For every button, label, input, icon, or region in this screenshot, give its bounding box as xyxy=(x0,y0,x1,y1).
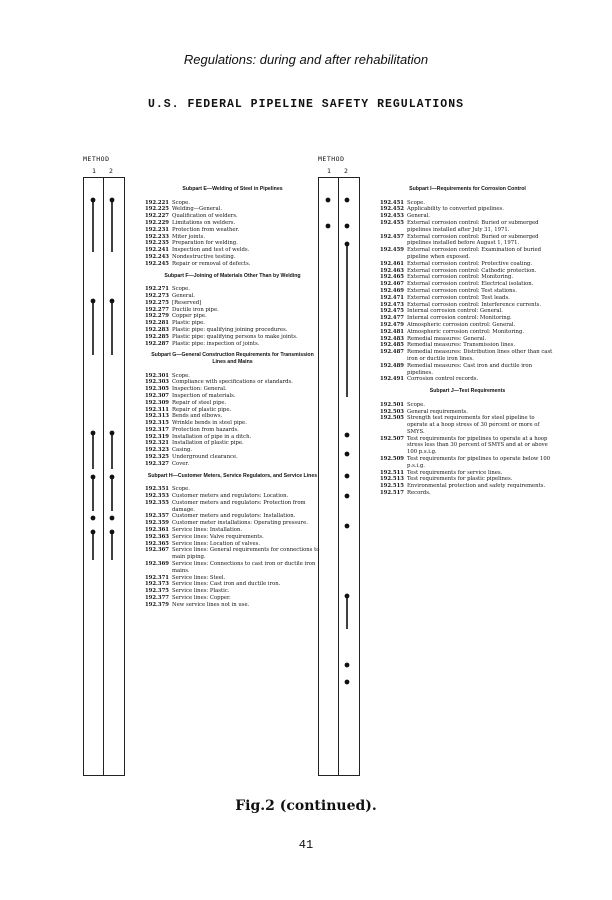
regulation-entry xyxy=(145,320,320,327)
regulation-entry xyxy=(145,595,320,602)
regulation-entry xyxy=(145,407,320,414)
section-number: 192.315 xyxy=(145,420,169,427)
section-title: Inspection and test of welds. xyxy=(172,247,250,254)
regulation-entry xyxy=(145,513,320,520)
section-number: 192.277 xyxy=(145,306,169,313)
regulation-entry xyxy=(380,329,555,336)
section-number: 192.467 xyxy=(380,281,404,288)
regulation-entry xyxy=(145,379,320,386)
section-number: 192.485 xyxy=(380,342,404,349)
regulation-entry xyxy=(380,436,555,456)
regulation-entry xyxy=(145,561,320,575)
marker-dot xyxy=(110,530,115,535)
section-number: 192.283 xyxy=(145,326,169,333)
marker-dot xyxy=(345,494,350,499)
regulation-entry xyxy=(145,286,320,293)
regulation-entry xyxy=(380,342,555,349)
regulation-entry xyxy=(145,213,320,220)
marker-dot xyxy=(91,530,96,535)
section-number: 192.317 xyxy=(145,426,169,433)
document-title: U.S. FEDERAL PIPELINE SAFETY REGULATIONS xyxy=(147,98,465,111)
section-number: 192.481 xyxy=(380,328,404,335)
section-title: Qualification of welders. xyxy=(172,213,238,220)
section-title: Atmospheric corrosion control: Monitoring. xyxy=(407,328,525,335)
section-title: Ductile iron pipe. xyxy=(172,306,219,313)
marker-dot xyxy=(91,299,96,304)
section-number: 192.243 xyxy=(145,253,169,260)
section-title: Records. xyxy=(407,490,431,497)
regulation-entry xyxy=(145,400,320,407)
section-number: 192.231 xyxy=(145,226,169,233)
regulation-entry xyxy=(380,456,555,470)
regulation-entry xyxy=(145,300,320,307)
section-title: Test requirements for pipelines to operate at a hoop stress less than 30 percent of SMYS and at or above 100 p.s.i.g. xyxy=(407,435,548,456)
method-label: METHOD xyxy=(318,155,345,163)
section-number: 192.455 xyxy=(380,219,404,226)
regulation-entry xyxy=(145,307,320,314)
section-number: 192.287 xyxy=(145,340,169,347)
section-title: Test requirements for plastic pipelines. xyxy=(407,476,513,483)
section-number: 192.309 xyxy=(145,399,169,406)
regulation-entry xyxy=(145,454,320,461)
regulation-entry xyxy=(380,476,555,483)
regulation-entry xyxy=(145,386,320,393)
section-title: External corrosion control: Test leads. xyxy=(407,294,510,301)
regulation-entry xyxy=(145,602,320,609)
section-number: 192.511 xyxy=(380,469,404,476)
section-title: External corrosion control: Cathodic protection. xyxy=(407,267,537,274)
regulation-entry xyxy=(380,213,555,220)
section-title: Customer meters and regulators: Protection from damage. xyxy=(172,499,306,513)
regulation-entry xyxy=(380,349,555,363)
section-title: Atmospheric corrosion control: General. xyxy=(407,321,516,328)
section-title: External corrosion control: Monitoring. xyxy=(407,274,514,281)
section-number: 192.371 xyxy=(145,574,169,581)
section-title: Test requirements for service lines. xyxy=(407,469,503,476)
section-number: 192.355 xyxy=(145,499,169,506)
section-number: 192.275 xyxy=(145,299,169,306)
section-title: Protection from hazards. xyxy=(172,426,239,433)
marker-dot xyxy=(345,452,350,457)
left-column xyxy=(83,155,353,608)
section-number: 192.491 xyxy=(380,376,404,383)
regulation-entry xyxy=(145,334,320,341)
section-title: Casing. xyxy=(172,447,193,454)
marker-dot xyxy=(345,198,350,203)
marker-dot xyxy=(345,594,350,599)
method-column-2: 2 xyxy=(109,167,113,175)
section-title: Corrosion control records. xyxy=(407,376,479,383)
page-header: Regulations: during and after rehabilitation xyxy=(183,52,429,67)
method-markers xyxy=(83,177,128,797)
section-title: Repair of plastic pipe. xyxy=(172,406,232,413)
regulation-entry xyxy=(380,315,555,322)
section-number: 192.361 xyxy=(145,527,169,534)
section-title: Protection from weather. xyxy=(172,226,240,233)
section-number: 192.323 xyxy=(145,447,169,454)
section-title: Plastic pipe: qualifying persons to make joints. xyxy=(172,333,298,340)
section-number: 192.305 xyxy=(145,386,169,393)
section-number: 192.307 xyxy=(145,392,169,399)
regulation-entry xyxy=(380,308,555,315)
regulation-entry xyxy=(145,393,320,400)
section-number: 192.369 xyxy=(145,561,169,568)
section-title: Service lines: Installation. xyxy=(172,527,243,534)
subpart-heading: Subpart I—Requirements for Corrosion Control xyxy=(409,186,526,192)
section-title: Scope. xyxy=(407,199,425,206)
regulation-entry xyxy=(380,302,555,309)
regulation-entry xyxy=(145,240,320,247)
section-title: Cover. xyxy=(172,460,190,467)
section-number: 192.475 xyxy=(380,308,404,315)
marker-dot xyxy=(110,516,115,521)
regulation-entry xyxy=(380,288,555,295)
section-number: 192.459 xyxy=(380,247,404,254)
section-number: 192.285 xyxy=(145,333,169,340)
regulation-entry xyxy=(145,373,320,380)
subpart-heading: Subpart J—Test Requirements xyxy=(429,388,506,395)
regulation-entry xyxy=(145,547,320,561)
section-number: 192.461 xyxy=(380,260,404,267)
section-title: Nondestructive testing. xyxy=(172,253,236,260)
marker-dot xyxy=(345,224,350,229)
regulation-entry xyxy=(380,268,555,275)
section-number: 192.273 xyxy=(145,292,169,299)
subpart-heading: Subpart F—Joining of Materials Other Than by Welding xyxy=(164,272,301,279)
section-number: 192.451 xyxy=(380,199,404,206)
section-title: Service lines: General requirements for connections to main piping. xyxy=(172,547,320,561)
method-column-1: 1 xyxy=(327,167,331,175)
section-title: General. xyxy=(407,213,430,220)
section-number: 192.303 xyxy=(145,379,169,386)
section-title: Inspection: General. xyxy=(172,386,227,393)
regulation-entry xyxy=(380,470,555,477)
section-title: Strength test requirements for steel pipeline to operate at a hoop stress of 30 percent or more of SMYS. xyxy=(407,415,540,435)
section-number: 192.457 xyxy=(380,233,404,240)
regulation-entry xyxy=(145,313,320,320)
section-number: 192.301 xyxy=(145,372,169,379)
regulation-entry xyxy=(145,247,320,254)
section-title: Remedial measures: Transmission lines. xyxy=(407,342,516,349)
section-number: 192.479 xyxy=(380,321,404,328)
section-number: 192.375 xyxy=(145,588,169,595)
section-title: Inspection of materials. xyxy=(172,392,236,399)
marker-dot xyxy=(345,242,350,247)
section-title: Scope. xyxy=(172,372,190,379)
section-number: 192.489 xyxy=(380,362,404,369)
marker-dot xyxy=(326,198,331,203)
section-number: 192.359 xyxy=(145,520,169,527)
regulation-entry xyxy=(380,295,555,302)
section-number: 192.229 xyxy=(145,219,169,226)
section-title: Environmental protection and safety requirements. xyxy=(407,483,546,490)
section-number: 192.365 xyxy=(145,540,169,547)
section-number: 192.281 xyxy=(145,320,169,327)
section-number: 192.507 xyxy=(380,435,404,442)
section-title: External corrosion control: Protective coating. xyxy=(407,260,533,267)
regulation-entry xyxy=(145,434,320,441)
section-number: 192.505 xyxy=(380,415,404,422)
marker-dot xyxy=(91,516,96,521)
section-number: 192.513 xyxy=(380,476,404,483)
section-number: 192.311 xyxy=(145,406,169,413)
section-number: 192.483 xyxy=(380,335,404,342)
section-title: Service lines: Location of valves. xyxy=(172,540,261,547)
section-title: Remedial measures: Distribution lines other than cast iron or ductile iron lines. xyxy=(407,349,553,362)
section-title: Scope. xyxy=(407,401,425,408)
marker-dot xyxy=(110,299,115,304)
regulation-entry xyxy=(380,363,555,377)
section-title: Repair or removal of defects. xyxy=(172,260,251,267)
regulation-entry xyxy=(145,413,320,420)
section-title: New service lines not in use. xyxy=(172,601,250,608)
left-entries xyxy=(145,181,320,609)
section-title: Scope. xyxy=(172,486,190,493)
regulation-entry xyxy=(145,261,320,268)
section-title: External corrosion control: Electrical isolation. xyxy=(407,281,534,288)
method-markers xyxy=(318,177,363,797)
regulation-entry xyxy=(380,206,555,213)
section-number: 192.367 xyxy=(145,547,169,554)
section-number: 192.221 xyxy=(145,199,169,206)
section-title: External corrosion control: Examination of buried pipeline when exposed. xyxy=(407,247,542,260)
regulation-entry xyxy=(380,247,555,261)
section-number: 192.471 xyxy=(380,294,404,301)
section-title: Scope. xyxy=(172,286,190,293)
section-title: Service lines: Valve requirements. xyxy=(172,533,264,540)
section-title: [Reserved] xyxy=(172,299,202,306)
marker-dot xyxy=(345,680,350,685)
section-number: 192.452 xyxy=(380,206,404,213)
section-number: 192.279 xyxy=(145,313,169,320)
section-number: 192.379 xyxy=(145,601,169,608)
regulation-entry xyxy=(380,220,555,234)
section-number: 192.515 xyxy=(380,483,404,490)
section-title: Test requirements for pipelines to operate below 100 p.s.i.g. xyxy=(407,456,551,469)
regulation-entry xyxy=(145,527,320,534)
section-number: 192.503 xyxy=(380,408,404,415)
regulation-entry xyxy=(145,541,320,548)
regulation-entry xyxy=(145,206,320,213)
regulation-entry xyxy=(145,461,320,468)
section-number: 192.357 xyxy=(145,513,169,520)
section-title: External corrosion control: Buried or submerged pipelines installed after July 31, 1971. xyxy=(407,219,539,233)
marker-dot xyxy=(345,433,350,438)
regulation-entry xyxy=(145,427,320,434)
section-title: General requirements. xyxy=(407,408,468,415)
section-number: 192.353 xyxy=(145,493,169,500)
regulation-entry xyxy=(380,261,555,268)
regulation-entry xyxy=(145,234,320,241)
section-title: Service lines: Plastic. xyxy=(172,588,230,595)
right-entries xyxy=(380,181,555,497)
regulation-entry xyxy=(380,409,555,416)
section-number: 192.377 xyxy=(145,595,169,602)
section-number: 192.517 xyxy=(380,490,404,497)
regulation-entry xyxy=(380,490,555,497)
section-title: Customer meters and regulators: Installation. xyxy=(172,513,296,520)
section-number: 192.227 xyxy=(145,213,169,220)
regulation-entry xyxy=(145,575,320,582)
regulation-entry xyxy=(380,336,555,343)
section-title: Welding—General. xyxy=(172,206,223,213)
section-number: 192.327 xyxy=(145,460,169,467)
section-title: Preparation for welding. xyxy=(172,240,238,247)
section-number: 192.325 xyxy=(145,454,169,461)
regulation-entry xyxy=(145,420,320,427)
figure-caption: Fig.2 (continued). xyxy=(235,798,377,814)
section-title: Plastic pipe: inspection of joints. xyxy=(172,340,260,347)
section-title: Scope. xyxy=(172,199,190,206)
method-column-1: 1 xyxy=(92,167,96,175)
section-title: Plastic pipe. xyxy=(172,320,205,327)
section-number: 192.453 xyxy=(380,213,404,220)
section-number: 192.469 xyxy=(380,287,404,294)
section-number: 192.487 xyxy=(380,349,404,356)
section-number: 192.509 xyxy=(380,456,404,463)
marker-dot xyxy=(110,475,115,480)
subpart-heading: Subpart H—Customer Meters, Service Regulators, and Service Lines xyxy=(147,472,318,479)
regulation-entry xyxy=(145,447,320,454)
method-label: METHOD xyxy=(83,155,110,163)
regulation-entry xyxy=(380,376,555,383)
marker-dot xyxy=(91,431,96,436)
regulation-entry xyxy=(145,254,320,261)
section-number: 192.313 xyxy=(145,413,169,420)
section-title: Internal corrosion control: Monitoring. xyxy=(407,315,512,322)
section-title: External corrosion control: Buried or submerged pipelines installed before August 1, 1971. xyxy=(407,233,539,247)
regulation-entry xyxy=(145,520,320,527)
section-title: Installation of plastic pipe. xyxy=(172,440,244,447)
section-number: 192.271 xyxy=(145,286,169,293)
regulation-entry xyxy=(145,493,320,500)
regulation-entry xyxy=(380,274,555,281)
regulation-entry xyxy=(380,200,555,207)
section-number: 192.373 xyxy=(145,581,169,588)
subpart-heading: Subpart G—General Construction Requirements for Transmission Lines and Mains xyxy=(151,352,314,365)
regulation-entry xyxy=(145,588,320,595)
method-column-2: 2 xyxy=(344,167,348,175)
regulation-entry xyxy=(380,483,555,490)
section-title: Remedial measures: Cast iron and ductile iron pipelines. xyxy=(407,362,533,376)
section-number: 192.465 xyxy=(380,274,404,281)
regulation-entry xyxy=(380,402,555,409)
section-title: Limitations on welders. xyxy=(172,219,236,226)
section-title: Compliance with specifications or standards. xyxy=(172,379,293,386)
regulation-entry xyxy=(145,500,320,514)
section-title: External corrosion control: Test stations. xyxy=(407,287,517,294)
section-number: 192.321 xyxy=(145,440,169,447)
marker-dot xyxy=(326,224,331,229)
section-number: 192.501 xyxy=(380,401,404,408)
regulation-entry xyxy=(145,227,320,234)
regulation-entry xyxy=(380,415,555,435)
regulation-entry xyxy=(145,341,320,348)
regulation-entry xyxy=(145,220,320,227)
section-number: 192.477 xyxy=(380,315,404,322)
section-number: 192.463 xyxy=(380,267,404,274)
marker-dot xyxy=(110,431,115,436)
regulation-entry xyxy=(145,534,320,541)
section-title: Service lines: Copper. xyxy=(172,595,231,602)
section-number: 192.245 xyxy=(145,260,169,267)
section-number: 192.241 xyxy=(145,247,169,254)
section-number: 192.363 xyxy=(145,533,169,540)
marker-dot xyxy=(91,475,96,480)
section-number: 192.225 xyxy=(145,206,169,213)
section-title: General. xyxy=(172,292,195,299)
section-number: 192.319 xyxy=(145,433,169,440)
section-title: Bends and elbows. xyxy=(172,413,223,420)
section-title: Wrinkle bends in steel pipe. xyxy=(172,420,247,427)
regulation-entry xyxy=(380,322,555,329)
marker-dot xyxy=(91,198,96,203)
section-title: Underground clearance. xyxy=(172,454,238,461)
regulation-entry xyxy=(380,281,555,288)
section-number: 192.233 xyxy=(145,233,169,240)
regulation-entry xyxy=(145,327,320,334)
regulation-entry xyxy=(145,581,320,588)
section-title: Plastic pipe: qualifying joining procedures. xyxy=(172,326,288,333)
section-number: 192.351 xyxy=(145,486,169,493)
marker-dot xyxy=(345,524,350,529)
section-title: Applicability to converted pipelines. xyxy=(407,206,504,213)
regulation-entry xyxy=(145,293,320,300)
section-title: Service lines: Cast iron and ductile iron. xyxy=(172,581,281,588)
page-number: 41 xyxy=(298,838,314,852)
regulation-entry xyxy=(145,440,320,447)
section-title: Internal corrosion control: General. xyxy=(407,308,503,315)
marker-dot xyxy=(110,198,115,203)
section-number: 192.473 xyxy=(380,301,404,308)
section-title: Service lines: Steel. xyxy=(172,574,226,581)
section-number: 192.235 xyxy=(145,240,169,247)
right-column xyxy=(318,155,588,497)
section-title: Remedial measures: General. xyxy=(407,335,487,342)
section-title: Copper pipe. xyxy=(172,313,207,320)
section-title: Customer meter installations: Operating pressure. xyxy=(172,520,308,527)
regulation-entry xyxy=(380,234,555,248)
section-title: Service lines: Connections to cast iron or ductile iron mains. xyxy=(172,561,316,574)
section-title: Installation of pipe in a ditch. xyxy=(172,433,252,440)
section-title: Customer meters and regulators: Location. xyxy=(172,493,289,500)
section-title: Repair of steel pipe. xyxy=(172,399,227,406)
section-title: External corrosion control: Interference currents. xyxy=(407,301,542,308)
marker-dot xyxy=(345,474,350,479)
marker-dot xyxy=(345,663,350,668)
regulation-entry xyxy=(145,486,320,493)
regulation-entry xyxy=(145,200,320,207)
section-title: Miter joints. xyxy=(172,233,206,240)
subpart-heading: Subpart E—Welding of Steel in Pipelines xyxy=(182,186,283,192)
